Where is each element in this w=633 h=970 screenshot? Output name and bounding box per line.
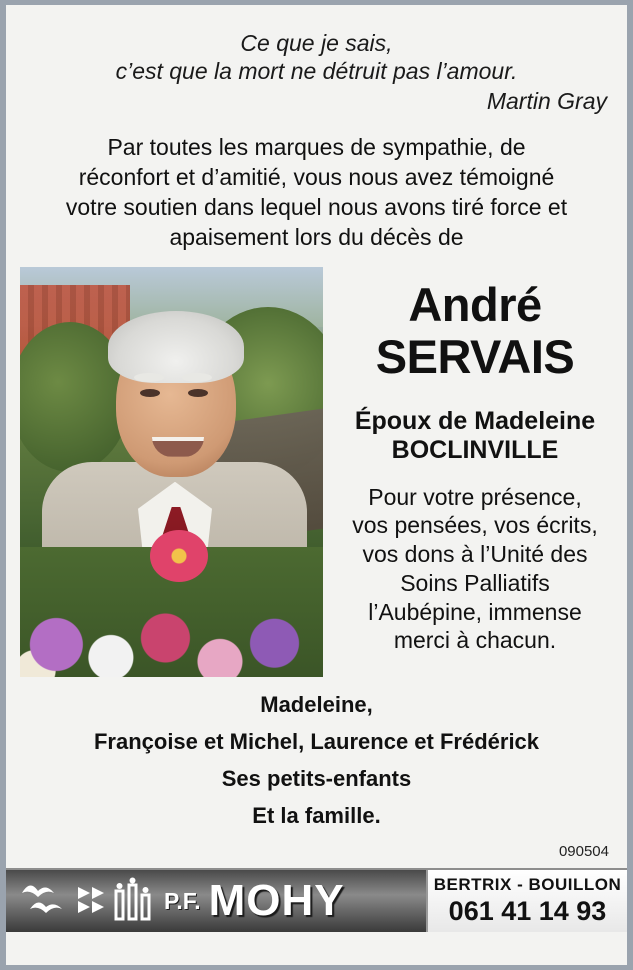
intro-paragraph xyxy=(20,133,613,253)
reference-number: 090504 xyxy=(558,843,609,861)
photo-eye-right xyxy=(188,389,208,397)
portrait-photo xyxy=(20,267,323,677)
quote-line-1: Ce que je sais, xyxy=(240,30,393,56)
photo-eyebrow-right xyxy=(182,373,212,382)
deceased-last-name: SERVAIS xyxy=(375,329,575,383)
thanks-line-5: l’Aubépine, immense xyxy=(368,598,582,625)
intro-line-1: Par toutes les marques de sympathie, de xyxy=(107,134,526,161)
deceased-first-name: André xyxy=(408,277,542,331)
company-name: MOHY xyxy=(208,876,345,926)
photo-eye-left xyxy=(140,389,160,397)
spouse-line-2: BOCLINVILLE xyxy=(391,435,559,464)
intro-line-2: réconfort et d’amitié, vous nous avez témoigné xyxy=(78,164,555,191)
birds-icon xyxy=(16,875,74,927)
city-label: BERTRIX - BOUILLON xyxy=(433,875,622,895)
thanks-line-2: vos pensées, vos écrits, xyxy=(352,512,598,539)
portrait-and-names-row xyxy=(20,267,613,677)
thanks-block xyxy=(352,483,597,656)
thanks-line-4: Soins Palliatifs xyxy=(400,569,550,596)
banner-contact xyxy=(426,870,627,932)
intro-line-4: apaisement lors du décès de xyxy=(169,223,464,250)
thanks-line-1: Pour votre présence, xyxy=(368,483,582,510)
photo-eyebrow-left xyxy=(134,373,164,382)
photo-red-flower xyxy=(150,530,208,582)
pf-label: P.F. xyxy=(164,887,201,914)
photo-hair xyxy=(108,311,244,383)
family-line: Françoise et Michel, Laurence et Frédérick xyxy=(93,728,540,754)
quote-line-2: c’est que la mort ne détruit pas l’amour. xyxy=(115,58,518,85)
family-line: Ses petits-enfants xyxy=(221,766,412,792)
family-signature-list xyxy=(20,693,613,842)
family-line: Et la famille. xyxy=(252,803,381,829)
funeral-home-banner xyxy=(6,868,627,932)
thanks-line-6: merci à chacun. xyxy=(393,627,557,654)
phone-number[interactable]: 061 41 14 93 xyxy=(448,896,607,927)
spouse-line-1: Époux de Madeleine xyxy=(354,407,596,436)
intro-line-3: votre soutien dans lequel nous avons tiré force et xyxy=(65,193,568,220)
family-line: Madeleine, xyxy=(260,691,373,717)
thanks-line-3: vos dons à l’Unité des xyxy=(362,541,588,568)
photo-background xyxy=(20,267,323,677)
banner-left xyxy=(6,870,426,932)
quotation-block xyxy=(20,29,613,115)
quote-author: Martin Gray xyxy=(486,88,607,115)
notice-inner xyxy=(6,5,627,965)
names-column xyxy=(337,267,613,677)
arrows-candles-icon xyxy=(76,877,154,925)
